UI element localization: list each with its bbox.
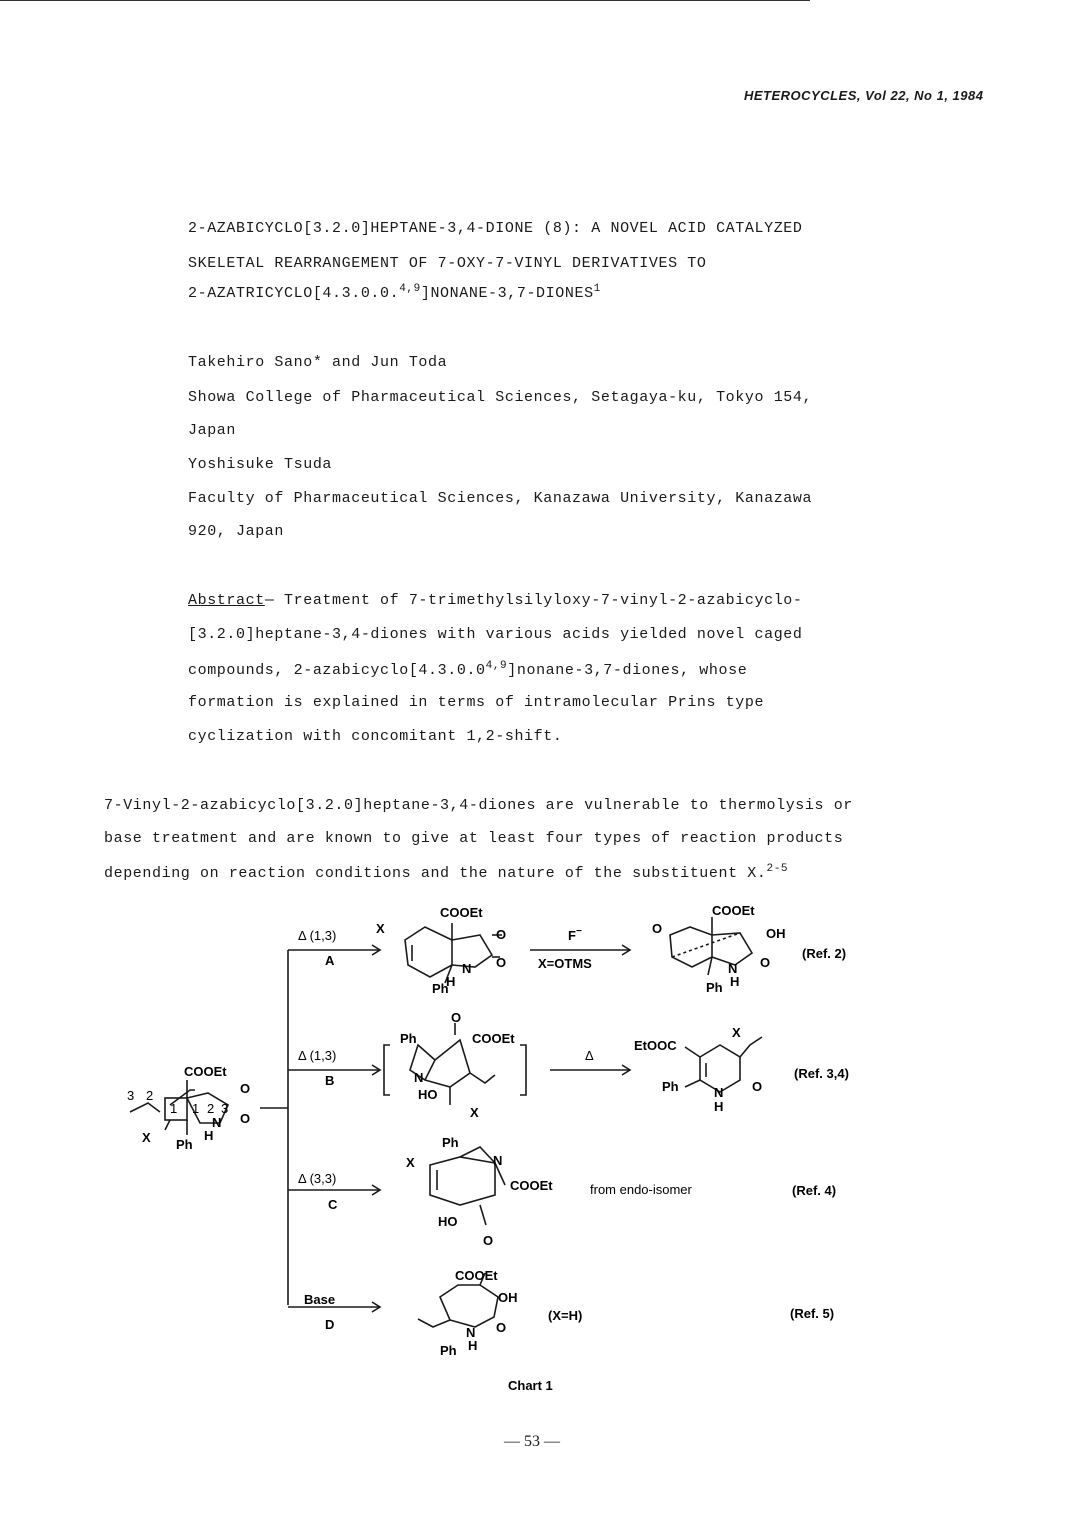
A-reagent — [568, 926, 582, 943]
D-ref: (Ref. 5) — [790, 1306, 835, 1321]
A-reagent-sup: − — [575, 926, 582, 937]
B-bracket-right — [520, 1045, 526, 1095]
authors-1: Takehiro Sano* and Jun Toda — [188, 354, 448, 371]
body-line-1: 7-Vinyl-2-azabicyclo[3.2.0]heptane-3,4-diones are vulnerable to thermolysis or — [104, 797, 853, 814]
abstract-line-3-sup: 4,9 — [485, 660, 508, 672]
page-number: — 53 — — [504, 1433, 560, 1450]
start-ph: Ph — [176, 1137, 193, 1152]
body-line-3-ref: 2-5 — [766, 863, 789, 875]
C-bottom: C — [328, 1197, 338, 1212]
D-n: N — [466, 1325, 476, 1340]
affiliation-2b: 920, Japan — [188, 523, 285, 540]
B-n: N — [414, 1070, 424, 1085]
body-line-3 — [104, 863, 788, 882]
C-o: O — [483, 1233, 494, 1248]
start-o1: O — [240, 1081, 251, 1096]
abstract-line-3-pre: compounds, 2-azabicyclo[4.3.0.0 — [188, 662, 486, 679]
A-p-ph: Ph — [706, 980, 723, 995]
A-bottom: A — [325, 953, 335, 968]
authors-2: Yoshisuke Tsuda — [188, 456, 333, 473]
start-n2: 2 — [207, 1101, 215, 1116]
start-h: H — [204, 1128, 214, 1143]
A-reagent-cond: X=OTMS — [538, 956, 592, 971]
title-line-3 — [188, 283, 601, 302]
B-p-ph: Ph — [662, 1079, 679, 1094]
start-n1: 1 — [170, 1101, 178, 1116]
A-ph: Ph — [432, 981, 449, 996]
start-o2: O — [240, 1111, 251, 1126]
B-ref: (Ref. 3,4) — [794, 1066, 849, 1081]
B-top: Δ (1,3) — [298, 1048, 337, 1063]
page-top-rule — [0, 0, 810, 1]
D-h: H — [468, 1338, 478, 1353]
B-p-x: X — [732, 1025, 741, 1040]
abstract-text-1: — Treatment of 7-trimethylsilyloxy-7-vinyl-2-azabicyclo- — [264, 592, 803, 609]
body-line-2: base treatment and are known to give at least four types of reaction products — [104, 830, 844, 847]
B-ph: Ph — [400, 1031, 417, 1046]
A-top: Δ (1,3) — [298, 928, 337, 943]
title-line-1: 2-AZABICYCLO[3.2.0]HEPTANE-3,4-DIONE (8): A NOVEL ACID CATALYZED — [188, 220, 803, 237]
B-p-h: H — [714, 1099, 724, 1114]
A-p-o2: O — [760, 955, 771, 970]
start-v2: 2 — [146, 1088, 154, 1103]
A-ref: (Ref. 2) — [802, 946, 847, 961]
A-x: X — [376, 921, 385, 936]
A-cooet: COOEt — [440, 905, 483, 920]
C-n: N — [493, 1153, 503, 1168]
reaction-scheme-drawing — [100, 895, 900, 1405]
D-cooet: COOEt — [455, 1268, 498, 1283]
start-x: X — [142, 1130, 151, 1145]
affiliation-2a: Faculty of Pharmaceutical Sciences, Kanazawa University, Kanazawa — [188, 490, 813, 507]
B-ho: HO — [418, 1087, 438, 1102]
C-ref: (Ref. 4) — [792, 1183, 837, 1198]
abstract-label: Abstract — [188, 592, 265, 609]
title-footnote: 1 — [593, 283, 601, 295]
title-line-2: SKELETAL REARRANGEMENT OF 7-OXY-7-VINYL DERIVATIVES TO — [188, 255, 707, 272]
body-line-3-text: depending on reaction conditions and the nature of the substituent X. — [104, 865, 767, 882]
affiliation-1b: Japan — [188, 422, 237, 439]
C-x: X — [406, 1155, 415, 1170]
A-reagent-f: F — [568, 928, 576, 943]
reaction-scheme — [100, 895, 900, 1410]
abstract-line-3 — [188, 660, 747, 679]
D-o: O — [496, 1320, 507, 1335]
affiliation-1a: Showa College of Pharmaceutical Sciences, Setagaya-ku, Tokyo 154, — [188, 389, 813, 406]
A-o2: O — [496, 955, 507, 970]
B-cooet: COOEt — [472, 1031, 515, 1046]
C-cage — [430, 1157, 495, 1205]
A-p-n: N — [728, 961, 738, 976]
start-vinyl-double — [130, 1103, 160, 1112]
journal-header: HETEROCYCLES, Vol 22, No 1, 1984 — [744, 88, 984, 103]
start-n: N — [212, 1115, 222, 1130]
C-ho: HO — [438, 1214, 458, 1229]
chart-caption: Chart 1 — [508, 1378, 553, 1393]
abstract-line-5: cyclization with concomitant 1,2-shift. — [188, 728, 563, 745]
abstract-line-1 — [188, 592, 803, 609]
start-bond-x — [165, 1120, 170, 1130]
D-bottom: D — [325, 1317, 335, 1332]
title-line-3-pre: 2-AZATRICYCLO[4.3.0.0. — [188, 285, 400, 302]
title-line-3-post: ]NONANE-3,7-DIONES — [420, 285, 594, 302]
A-p-o: O — [652, 921, 663, 936]
B-p-etooc: EtOOC — [634, 1038, 677, 1053]
abstract-line-3-post: ]nonane-3,7-diones, whose — [507, 662, 748, 679]
C-ph: Ph — [442, 1135, 459, 1150]
B-p-n: N — [714, 1085, 724, 1100]
A-p-oh: OH — [766, 926, 786, 941]
start-n1b: 1 — [192, 1101, 200, 1116]
start-cooet: COOEt — [184, 1064, 227, 1079]
D-oh: OH — [498, 1290, 518, 1305]
B-bracket-left — [384, 1045, 390, 1095]
abstract-line-4: formation is explained in terms of intramolecular Prins type — [188, 694, 765, 711]
B-heat: Δ — [585, 1048, 594, 1063]
A-n: N — [462, 961, 472, 976]
A-p-h: H — [730, 974, 740, 989]
A-h: H — [446, 974, 456, 989]
start-v3: 3 — [127, 1088, 135, 1103]
A-product-cage — [670, 927, 712, 967]
B-x: X — [470, 1105, 479, 1120]
abstract-line-2: [3.2.0]heptane-3,4-diones with various acids yielded novel caged — [188, 626, 803, 643]
D-top: Base — [304, 1292, 336, 1307]
start-n3: 3 — [221, 1101, 229, 1116]
A-lactam — [452, 935, 492, 967]
D-note: (X=H) — [548, 1308, 583, 1323]
A-o1: O — [496, 927, 507, 942]
B-bottom: B — [325, 1073, 335, 1088]
C-cooet: COOEt — [510, 1178, 553, 1193]
title-line-3-sup: 4,9 — [399, 283, 421, 295]
B-o: O — [451, 1010, 462, 1025]
B-p-o: O — [752, 1079, 763, 1094]
C-note: from endo-isomer — [590, 1182, 692, 1197]
D-ph: Ph — [440, 1343, 457, 1358]
C-top: Δ (3,3) — [298, 1171, 337, 1186]
A-p-cooet: COOEt — [712, 903, 755, 918]
